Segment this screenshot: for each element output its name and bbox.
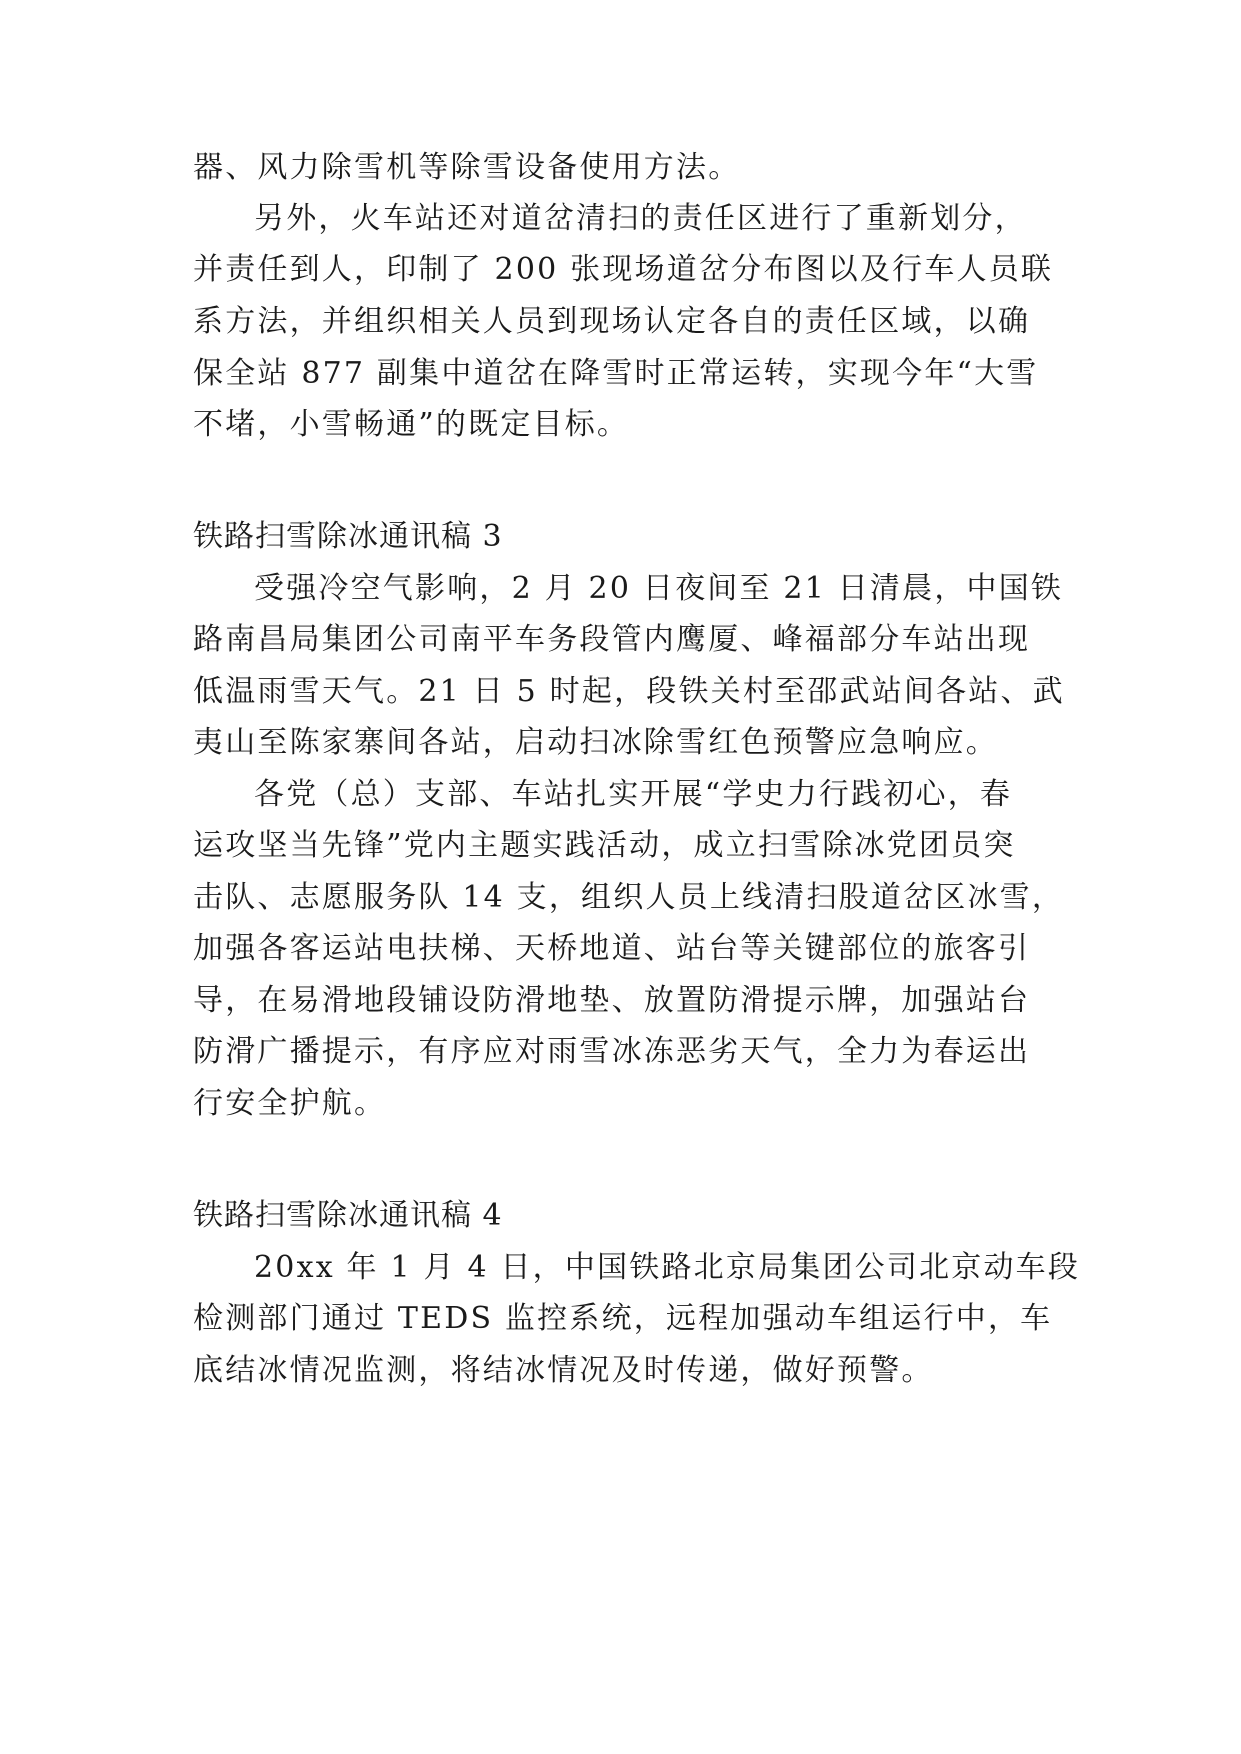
paragraph-line: 低温雨雪天气。21 日 5 时起，段铁关村至邵武站间各站、武 <box>193 674 1065 709</box>
paragraph-line: 并责任到人，印制了 200 张现场道岔分布图以及行车人员联 <box>193 252 1054 287</box>
paragraph-line: 加强各客运站电扶梯、天桥地道、站台等关键部位的旅客引 <box>193 931 1031 966</box>
paragraph-line: 击队、志愿服务队 14 支，组织人员上线清扫股道岔区冰雪， <box>193 880 1065 915</box>
section-heading-4: 铁路扫雪除冰通讯稿 4 <box>193 1198 503 1233</box>
paragraph-line: 运攻坚当先锋”党内主题实践活动，成立扫雪除冰党团员突 <box>193 828 1016 863</box>
paragraph-line: 器、风力除雪机等除雪设备使用方法。 <box>193 150 741 185</box>
paragraph-line: 另外，火车站还对道岔清扫的责任区进行了重新划分， <box>254 201 1027 236</box>
paragraph-line: 系方法，并组织相关人员到现场认定各自的责任区域，以确 <box>193 304 1031 339</box>
paragraph-line: 路南昌局集团公司南平车务段管内鹰厦、峰福部分车站出现 <box>193 622 1031 657</box>
paragraph-line: 检测部门通过 TEDS 监控系统，远程加强动车组运行中，车 <box>193 1301 1053 1336</box>
paragraph-line: 底结冰情况监测，将结冰情况及时传递，做好预警。 <box>193 1353 934 1388</box>
paragraph-line: 受强冷空气影响，2 月 20 日夜间至 21 日清晨，中国铁 <box>254 571 1064 606</box>
paragraph-line: 保全站 877 副集中道岔在降雪时正常运转，实现今年“大雪 <box>193 356 1039 391</box>
paragraph-line: 防滑广播提示，有序应对雨雪冰冻恶劣天气，全力为春运出 <box>193 1034 1031 1069</box>
paragraph-line: 各党（总）支部、车站扎实开展“学史力行践初心，春 <box>254 777 1013 812</box>
paragraph-line: 20xx 年 1 月 4 日，中国铁路北京局集团公司北京动车段 <box>254 1250 1081 1285</box>
paragraph-line: 夷山至陈家寨间各站，启动扫冰除雪红色预警应急响应。 <box>193 725 998 760</box>
section-heading-3: 铁路扫雪除冰通讯稿 3 <box>193 519 503 554</box>
paragraph-line: 行安全护航。 <box>193 1086 387 1121</box>
paragraph-line: 不堵，小雪畅通”的既定目标。 <box>193 407 630 442</box>
paragraph-line: 导，在易滑地段铺设防滑地垫、放置防滑提示牌，加强站台 <box>193 983 1031 1018</box>
